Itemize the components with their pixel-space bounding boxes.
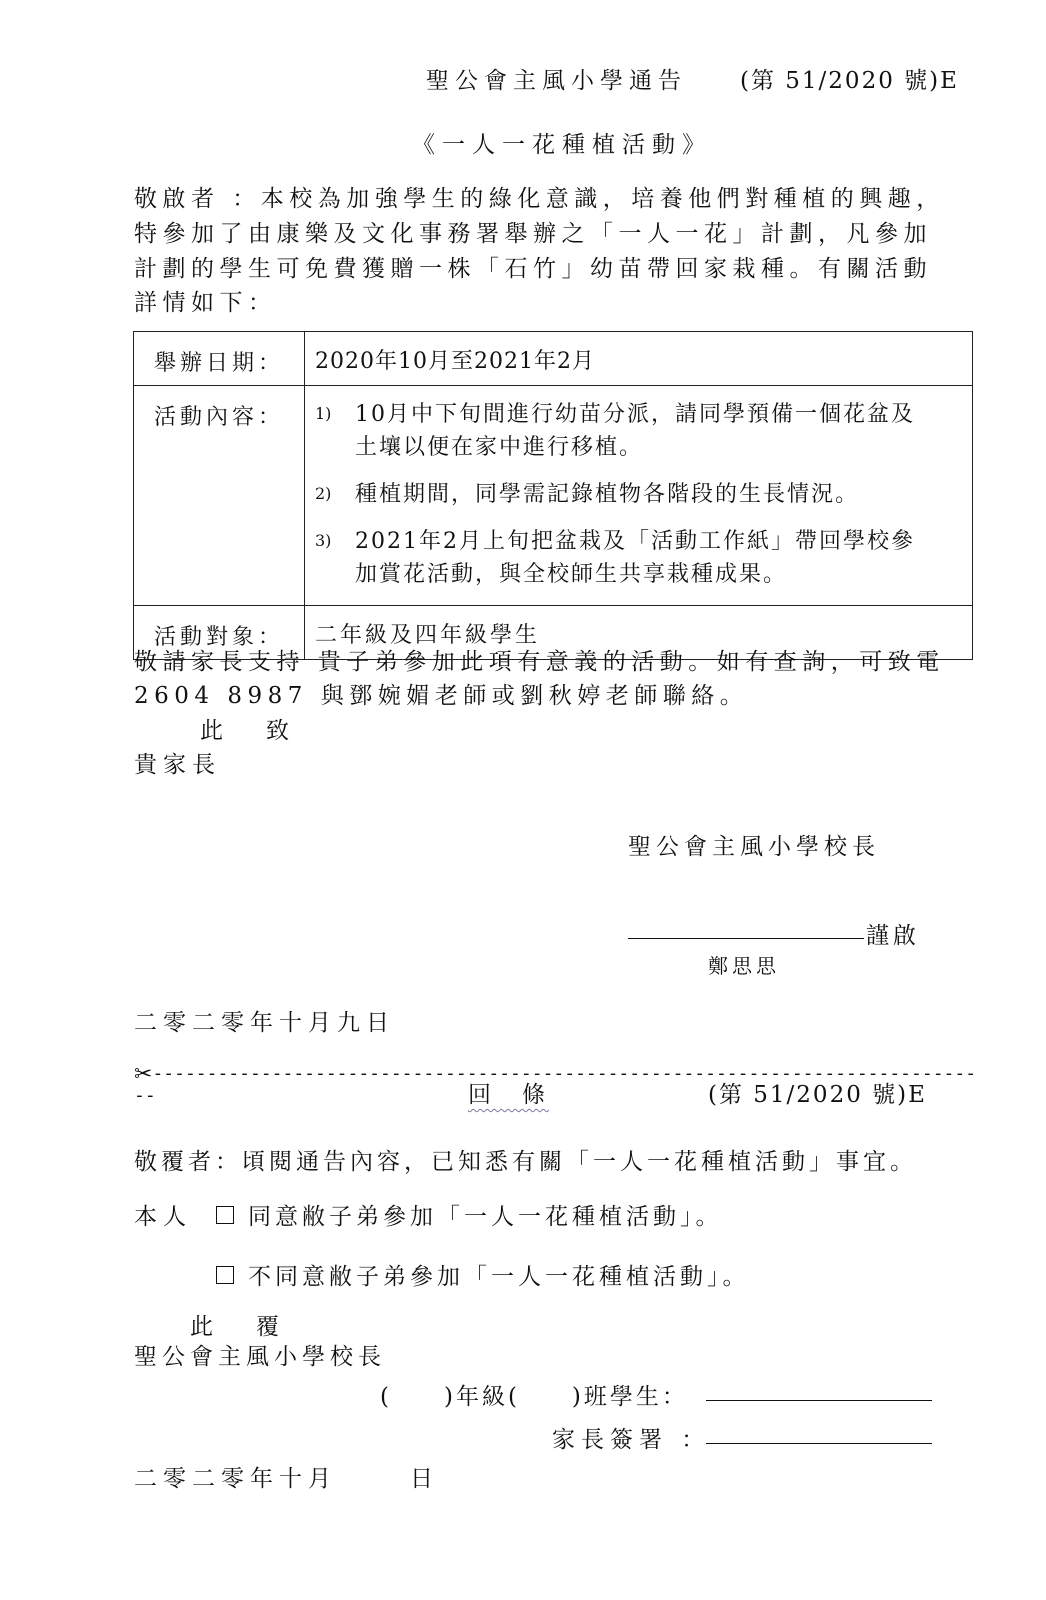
reply-date-suffix: 日 [410, 1466, 438, 1492]
event-title: 《一人一花種植活動》 [412, 132, 712, 158]
option-agree[interactable] [216, 1198, 723, 1231]
salutation-ci-zhi: 此 致 [200, 718, 299, 744]
reply-addressee: 聖公會主風小學校長 [134, 1344, 386, 1370]
scissors-icon: ✂ [134, 1062, 153, 1087]
reply-reference: (第 51/2020 號)E [708, 1082, 927, 1108]
list-item [315, 478, 962, 511]
closing-line: 敬請家長支持 貴子弟參加此項有意義的活動。如有查詢，可致電 [134, 649, 945, 675]
parent-signature-field[interactable] [706, 1443, 932, 1444]
item-text: 種植期間，同學需記錄植物各階段的生長情況。 [355, 482, 860, 507]
item-number: 1) [315, 404, 332, 423]
parent-signature-label: 家長簽署 ： [552, 1427, 711, 1453]
reply-title-text: 回 條 [468, 1082, 549, 1108]
principal-title: 聖公會主風小學校長 [628, 834, 880, 860]
intro-line: 敬啟者 ：本校為加強學生的綠化意識，培養他們對種植的興趣， [134, 186, 945, 212]
target-value: 二年級及四年級學生 [305, 606, 973, 660]
principal-name: 鄭思思 [708, 954, 780, 978]
disagree-checkbox[interactable] [216, 1266, 234, 1284]
item-text: 10月中下旬間進行幼苗分派，請同學預備一個花盆及土壤以便在家中進行移植。 [355, 402, 915, 460]
option-disagree[interactable] [216, 1258, 750, 1291]
date-value: 2020年10月至2021年2月 [305, 332, 973, 386]
intro-line: 詳情如下： [134, 290, 277, 316]
principal-signature-line [628, 938, 864, 939]
list-item [315, 525, 962, 591]
list-item [315, 398, 962, 464]
salutation-ci-fu: 此 覆 [190, 1314, 289, 1340]
dashed-line: ------------------------------------------------------------------------------ [134, 1063, 977, 1106]
table-row [134, 332, 973, 386]
notice-title: 聖公會主風小學通告 [426, 68, 687, 94]
student-name-field[interactable] [706, 1400, 932, 1401]
item-text: 2021年2月上旬把盆栽及「活動工作紙」帶回學校參加賞花活動，與全校師生共享栽種成果。 [355, 529, 915, 587]
intro-line: 計劃的學生可免費獲贈一株「石竹」幼苗帶回家栽種。有關活動 [134, 256, 932, 282]
content-label: 活動內容： [134, 386, 305, 606]
notice-reference: (第 51/2020 號)E [740, 68, 959, 94]
option-agree-label: 同意敝子弟參加「一人一花種植活動」。 [248, 1204, 723, 1230]
option-disagree-label: 不同意敝子弟參加「一人一花種植活動」。 [248, 1264, 750, 1290]
item-number: 3) [315, 531, 332, 550]
reply-date-prefix: 二零二零年十月 [134, 1466, 337, 1492]
class-student-label: ( )年級( )班學生： [380, 1384, 688, 1410]
reply-slip-title [468, 1076, 549, 1109]
addressee: 貴家長 [134, 752, 221, 778]
activity-details-table [133, 331, 973, 660]
reply-acknowledgement: 敬覆者：頃閱通告內容，已知悉有關「一人一花種植活動」事宜。 [134, 1149, 917, 1175]
intro-line: 特參加了由康樂及文化事務署舉辦之「一人一花」計劃，凡參加 [134, 221, 932, 247]
item-number: 2) [315, 484, 332, 503]
notice-date: 二零二零年十月九日 [134, 1010, 395, 1036]
ben-ren-label: 本人 [134, 1204, 192, 1230]
closing-line: 2604 8987 與鄧婉媚老師或劉秋婷老師聯絡。 [134, 683, 749, 709]
date-label: 舉辦日期： [134, 332, 305, 386]
target-label: 活動對象： [134, 606, 305, 660]
agree-checkbox[interactable] [216, 1206, 234, 1224]
jin-qi: 謹啟 [866, 923, 920, 949]
content-list [305, 386, 973, 606]
table-row [134, 386, 973, 606]
